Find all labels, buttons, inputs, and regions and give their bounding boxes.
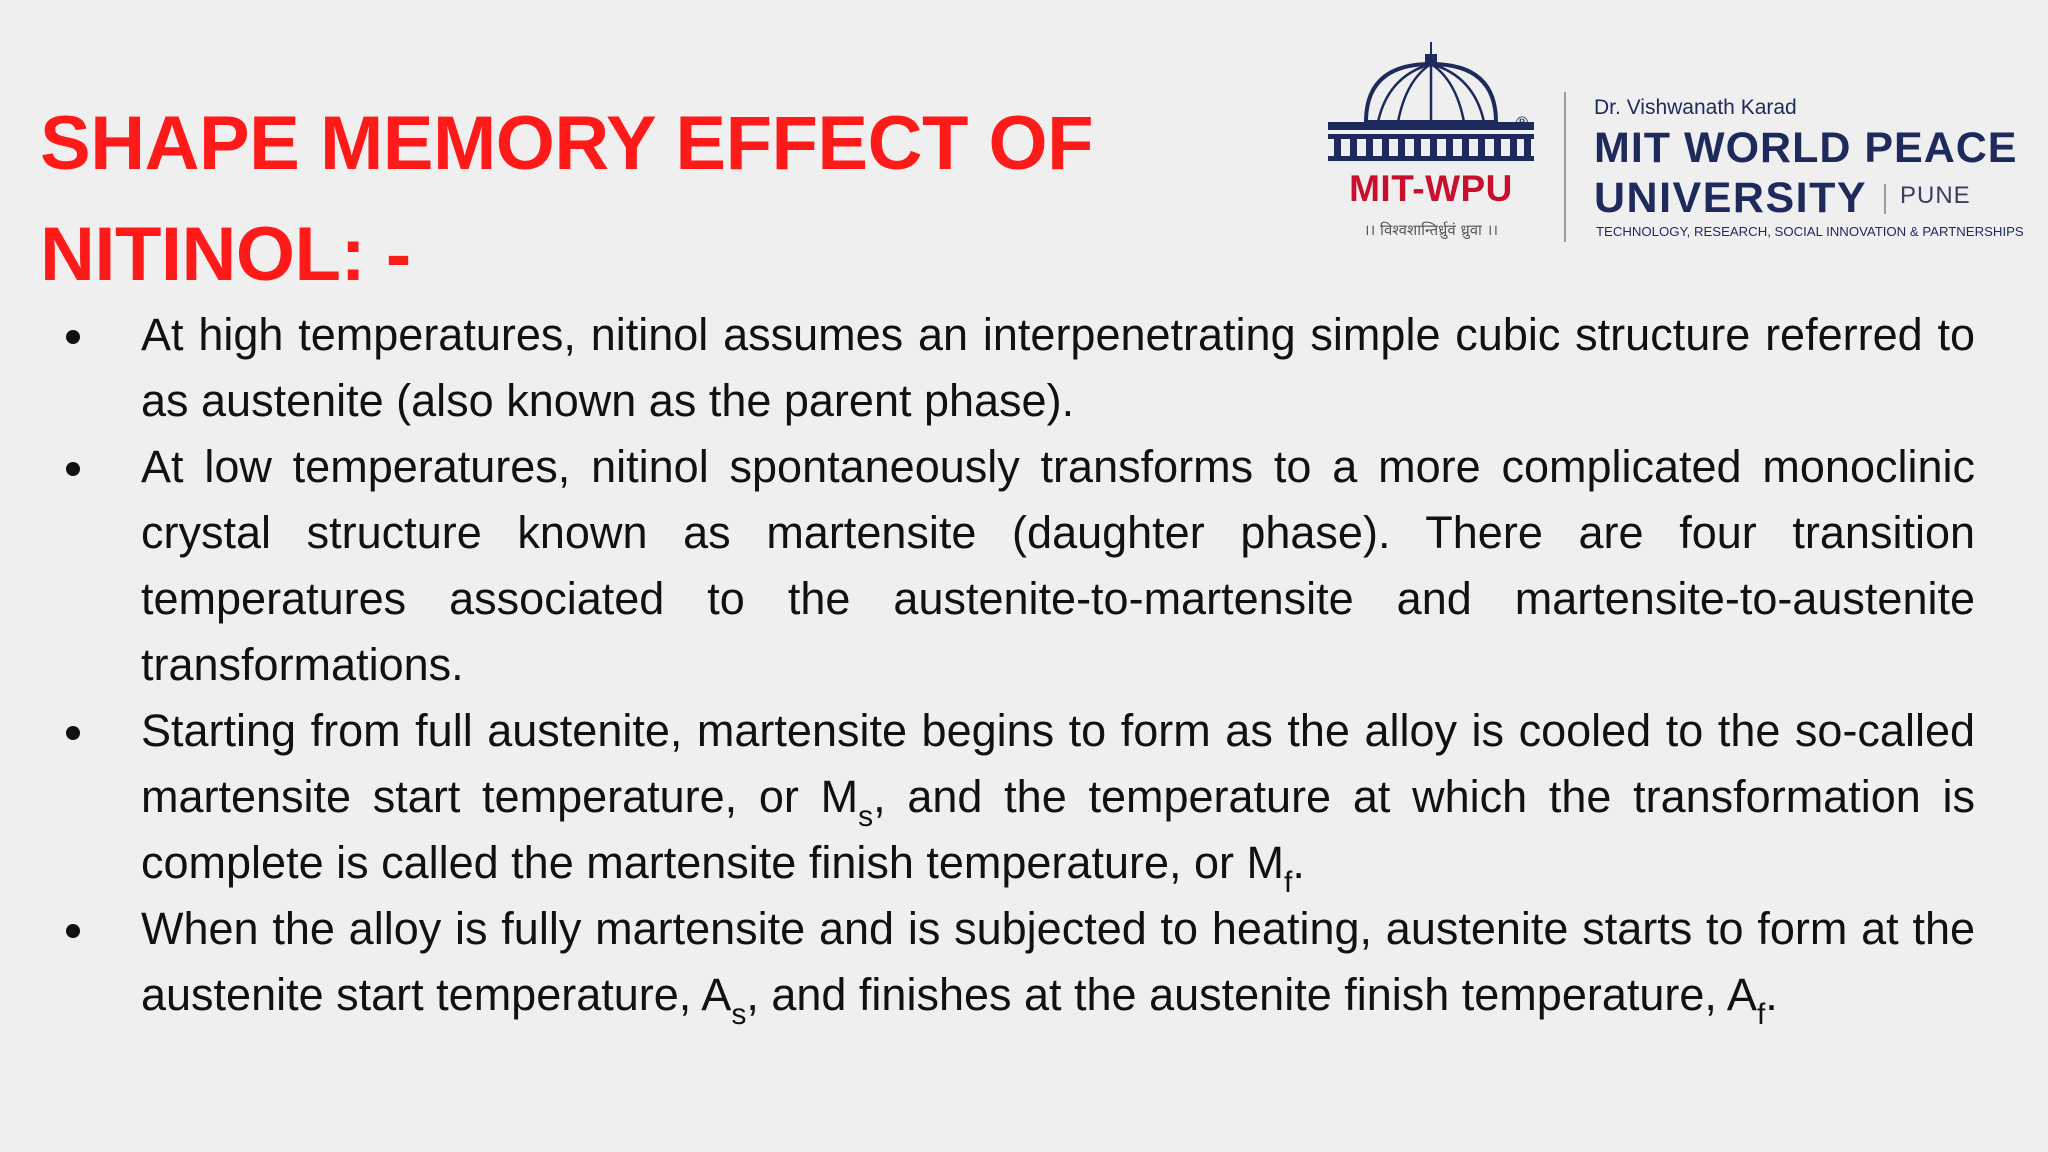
emblem-motto: ।। विश्वशान्तिर्ध्रुवं ध्रुवा ।। <box>1363 221 1499 239</box>
university-city: PUNE <box>1900 182 1971 209</box>
bullet-text-part: , and finishes at the austenite finish temperature, A <box>746 969 1757 1020</box>
slide-title: SHAPE MEMORY EFFECT OF NITINOL: - <box>40 101 1094 297</box>
bullet-item <box>60 698 1975 899</box>
founder-name: Dr. Vishwanath Karad <box>1594 96 1797 119</box>
logo-divider <box>1564 92 1566 242</box>
subscript: f <box>1284 866 1293 899</box>
bullet-text: At low temperatures, nitinol spontaneously transforms to a more complicated monoclinic crystal structure known as martensite (daughter phase). There are four transition temperatures associated to the austenite-to-martensite and martensite-to-austenite transformations. <box>141 441 1975 690</box>
bullet-text-part: When the alloy is fully martensite and is subjected to heating, austenite starts to form at the austenite start temperature, A <box>141 903 1975 1020</box>
dome-building-emblem-icon <box>1326 40 1536 170</box>
bullet-text-part: Starting from full austenite, martensite begins to form as the alloy is cooled to the so-called martensite start temperature, or M <box>141 705 1975 822</box>
subscript: s <box>858 800 874 833</box>
bullet-item <box>60 434 1975 698</box>
bullet-dot <box>66 462 80 476</box>
emblem <box>1326 40 1536 250</box>
university-name-line2: UNIVERSITY <box>1594 174 1868 222</box>
bullet-item <box>60 896 1975 1031</box>
subscript: f <box>1756 998 1766 1031</box>
bullet-dot <box>66 726 80 740</box>
bullet-item <box>60 302 1975 434</box>
subscript: s <box>731 998 747 1031</box>
city-separator <box>1884 184 1886 214</box>
registered-mark: ® <box>1514 113 1530 132</box>
bullet-text-part: . <box>1292 837 1305 888</box>
bullet-dot <box>66 330 80 344</box>
university-name-line1: MIT WORLD PEACE <box>1594 124 2018 172</box>
bullet-text-part: . <box>1765 969 1778 1020</box>
bullet-dot <box>66 924 80 938</box>
emblem-name: MIT-WPU <box>1349 168 1513 209</box>
bullet-text: At high temperatures, nitinol assumes an interpenetrating simple cubic structure referred to as austenite (also known as the parent phase). <box>141 309 1975 426</box>
university-tagline: TECHNOLOGY, RESEARCH, SOCIAL INNOVATION & PARTNERSHIPS <box>1596 224 2024 239</box>
university-logo <box>1326 40 2026 250</box>
bullet-list <box>60 302 1975 1031</box>
bullet-text-part: , and the temperature at which the transformation is complete is called the martensite finish temperature, or M <box>141 771 1975 888</box>
